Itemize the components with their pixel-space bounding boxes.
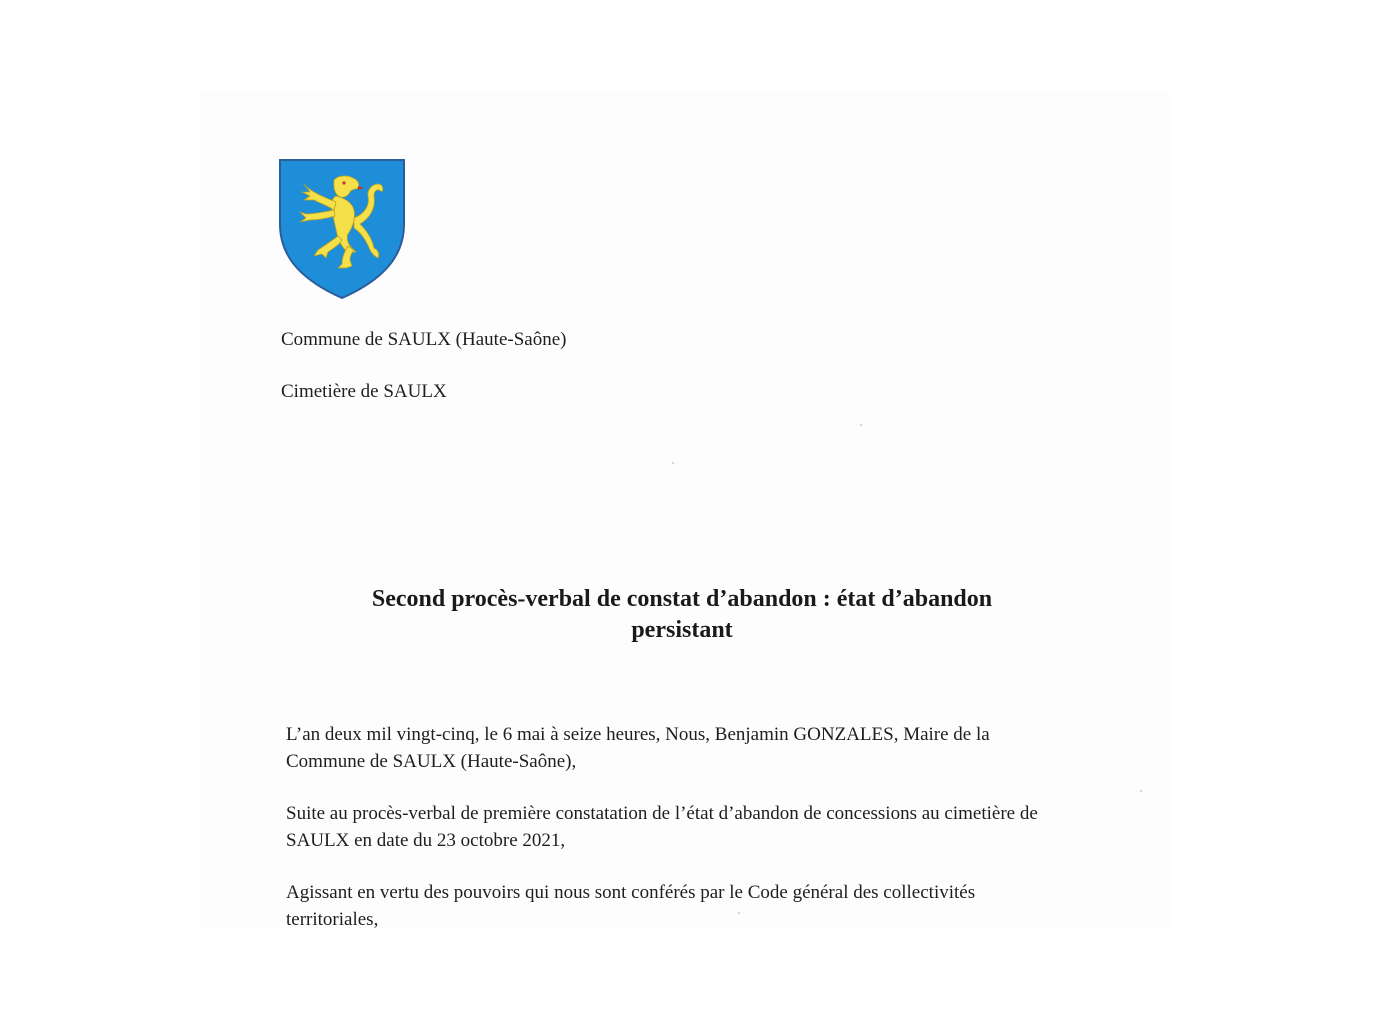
paragraph-line: Agissant en vertu des pouvoirs qui nous sont conférés par le Code général des collectivités bbox=[286, 882, 976, 903]
paragraph-preamble bbox=[286, 721, 1086, 775]
paragraph-line: L’an deux mil vingt-cinq, le 6 mai à seize heures, Nous, Benjamin GONZALES, Maire de la bbox=[286, 724, 990, 745]
coat-of-arms-lion-icon bbox=[278, 158, 406, 300]
scan-speck bbox=[860, 424, 862, 426]
scan-speck bbox=[738, 912, 740, 914]
paragraph-reference bbox=[286, 800, 1086, 854]
document-title-line-1: Second procès-verbal de constat d’abandon : état d’abandon bbox=[371, 586, 993, 612]
commune-name: Commune de SAULX (Haute-Saône) bbox=[281, 329, 567, 350]
document-title-line-2: persistant bbox=[631, 617, 733, 643]
document-title bbox=[200, 584, 1164, 646]
scan-speck bbox=[1140, 790, 1142, 792]
paragraph-line: SAULX en date du 23 octobre 2021, bbox=[286, 830, 566, 851]
paragraph-authority bbox=[286, 879, 1086, 928]
scan-speck bbox=[672, 462, 674, 464]
cemetery-name: Cimetière de SAULX bbox=[281, 381, 447, 402]
paragraph-line: Commune de SAULX (Haute-Saône), bbox=[286, 751, 577, 772]
paragraph-line: Suite au procès-verbal de première constatation de l’état d’abandon de concessions au cimetière de bbox=[286, 803, 1038, 824]
document-page bbox=[200, 90, 1170, 928]
paragraph-line: territoriales, bbox=[286, 909, 379, 928]
